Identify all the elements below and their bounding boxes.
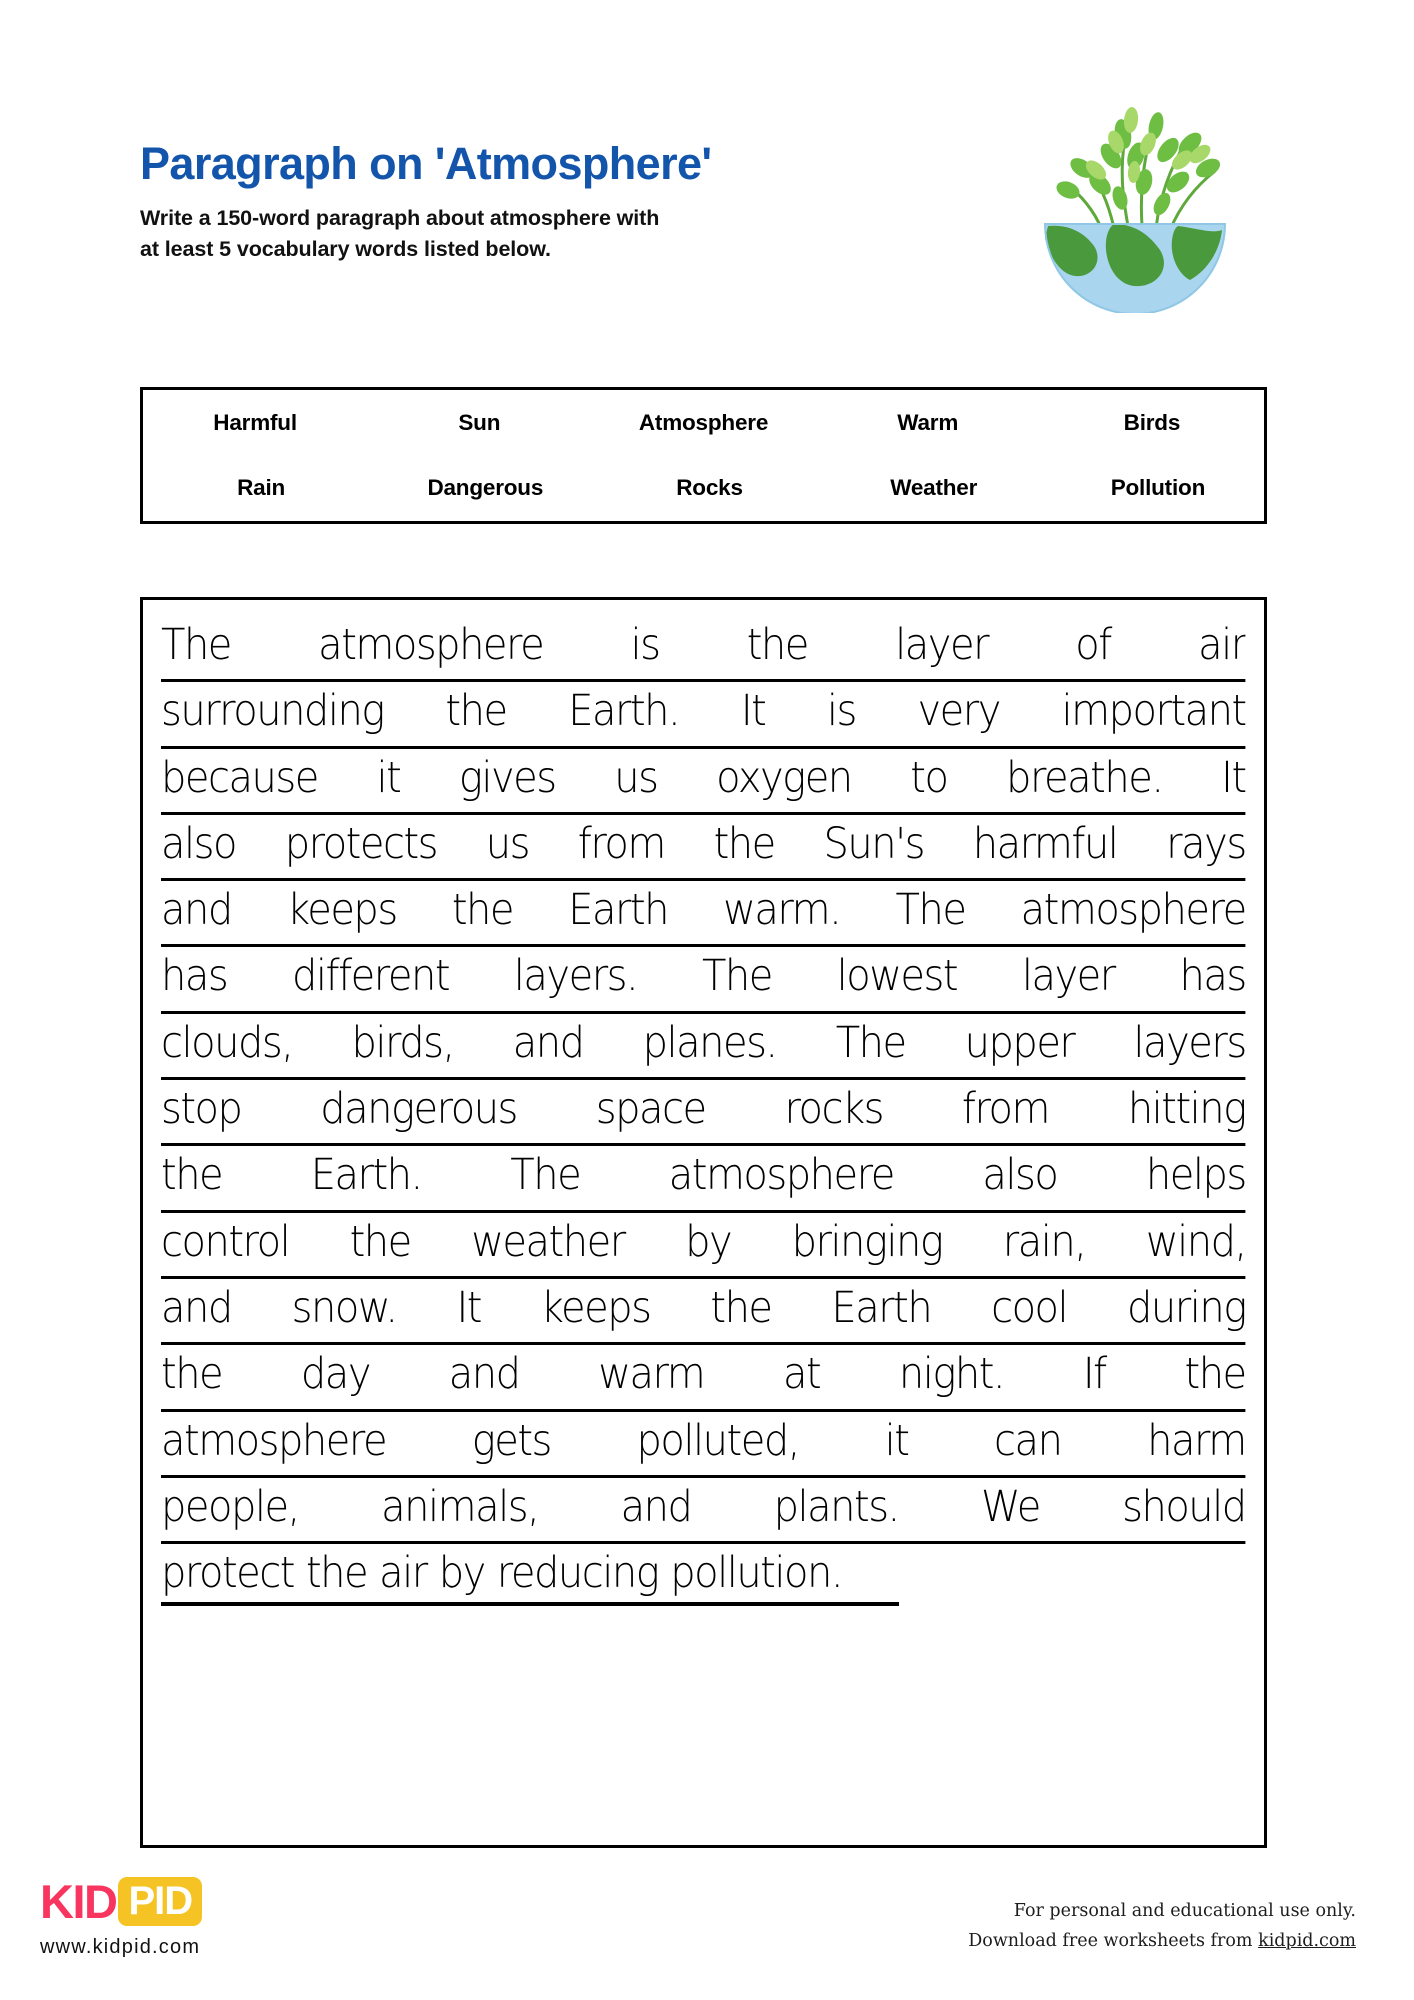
vocabulary-word: Weather	[890, 475, 978, 501]
answer-word: and	[620, 1481, 692, 1532]
answer-word: snow.	[291, 1282, 397, 1333]
globe-with-plants-icon	[1010, 98, 1260, 313]
answer-word: harmful	[972, 818, 1118, 869]
answer-word: dangerous	[320, 1084, 517, 1135]
vocabulary-row-2	[143, 456, 1264, 522]
answer-word: animals,	[381, 1481, 539, 1532]
answer-word: stop	[161, 1084, 242, 1135]
answer-word: breathe.	[1006, 752, 1163, 803]
answer-word: different	[291, 951, 450, 1002]
answer-word: It	[456, 1282, 481, 1333]
answer-word: important	[1061, 686, 1246, 737]
vocabulary-word-box	[140, 387, 1267, 524]
answer-word: has	[161, 951, 228, 1002]
answer-word: protect	[161, 1548, 294, 1599]
handwritten-answer-paragraph	[161, 616, 1246, 1606]
answer-word: atmosphere	[668, 1150, 894, 1201]
page-title: Paragraph on 'Atmosphere'	[140, 138, 712, 189]
answer-word: night.	[898, 1349, 1005, 1400]
answer-word: wind,	[1145, 1216, 1246, 1267]
answer-word: the	[710, 1282, 772, 1333]
answer-word: warm	[598, 1349, 705, 1400]
answer-word: can	[994, 1415, 1062, 1466]
vocabulary-word: Birds	[1123, 409, 1181, 435]
answer-word: atmosphere	[318, 620, 544, 670]
answer-word: during	[1127, 1282, 1246, 1333]
answer-word: is	[826, 686, 856, 737]
answer-line	[161, 881, 1246, 947]
vocabulary-word: Harmful	[213, 409, 297, 435]
answer-line	[161, 749, 1246, 815]
paragraph-writing-area[interactable]	[140, 597, 1267, 1848]
answer-word: to	[910, 752, 948, 803]
answer-word: Earth	[568, 885, 669, 936]
answer-word: weather	[471, 1216, 625, 1267]
answer-word: The	[701, 951, 772, 1002]
answer-word: Sun's	[823, 818, 925, 869]
answer-word: is	[630, 620, 660, 670]
answer-word: has	[1179, 951, 1246, 1002]
answer-word: planes.	[642, 1017, 777, 1068]
subtitle-line-1: Write a 150-word paragraph about atmosphere with	[140, 206, 660, 231]
answer-word: and	[448, 1349, 520, 1400]
answer-word: day	[300, 1349, 371, 1400]
answer-word: warm.	[723, 885, 841, 936]
answer-word: the	[161, 1349, 223, 1400]
answer-word: gives	[458, 752, 556, 803]
answer-line	[161, 1345, 1246, 1411]
answer-line	[161, 616, 1246, 682]
answer-word: It	[1221, 752, 1246, 803]
answer-word: by	[438, 1548, 485, 1599]
answer-word: also	[982, 1150, 1058, 1201]
footer-usage-note	[968, 1897, 1356, 1957]
answer-word: layer	[1021, 951, 1115, 1002]
answer-line	[161, 815, 1246, 881]
vocabulary-row-1	[143, 390, 1264, 456]
answer-word: reducing	[496, 1548, 659, 1599]
answer-word: layers.	[513, 951, 638, 1002]
answer-word: space	[595, 1084, 706, 1135]
answer-line	[161, 1412, 1246, 1478]
answer-line	[161, 1014, 1246, 1080]
answer-word: The	[161, 620, 231, 670]
answer-line	[161, 1146, 1246, 1212]
vocabulary-word: Rain	[237, 475, 286, 501]
answer-word: us	[485, 818, 529, 869]
answer-word: bringing	[791, 1216, 943, 1267]
answer-word: It	[740, 686, 766, 737]
answer-word: and	[512, 1017, 584, 1068]
answer-line	[161, 682, 1246, 748]
answer-word: by	[685, 1216, 732, 1267]
answer-word: helps	[1145, 1150, 1246, 1201]
answer-word: layers	[1133, 1017, 1246, 1068]
answer-word: the	[746, 620, 808, 670]
answer-word: from	[961, 1084, 1049, 1135]
logo-pid-badge	[118, 1877, 202, 1926]
answer-word: atmosphere	[1020, 885, 1246, 936]
worksheet-header	[140, 140, 1280, 360]
answer-line	[161, 1279, 1246, 1345]
answer-word: Earth	[831, 1282, 932, 1333]
answer-word: protects	[284, 818, 438, 869]
answer-word: because	[161, 752, 318, 803]
answer-word: from	[577, 818, 665, 869]
answer-word: atmosphere	[161, 1415, 387, 1466]
answer-word: rain,	[1002, 1216, 1086, 1267]
answer-word: very	[917, 686, 1000, 737]
answer-word: clouds,	[161, 1017, 293, 1068]
answer-word: control	[161, 1216, 290, 1267]
answer-word: it	[884, 1415, 909, 1466]
answer-line	[161, 1080, 1246, 1146]
answer-line	[161, 947, 1246, 1013]
answer-word: plants.	[773, 1481, 899, 1532]
page-subtitle	[140, 203, 880, 265]
answer-word: The	[510, 1150, 581, 1201]
footer-note-line-2	[968, 1927, 1356, 1957]
answer-line	[161, 1544, 1246, 1607]
answer-word: oxygen	[716, 752, 852, 803]
vocabulary-word: Sun	[458, 409, 501, 435]
answer-word: The	[895, 885, 966, 936]
answer-word: cool	[991, 1282, 1068, 1333]
kidpid-logo-mark	[40, 1875, 202, 1927]
logo-pid-text: PID	[128, 1878, 193, 1923]
kidpid-logo	[40, 1875, 202, 1959]
answer-word: harm	[1147, 1415, 1246, 1466]
answer-word: rocks	[784, 1084, 884, 1135]
answer-word: us	[614, 752, 658, 803]
answer-word: the	[161, 1150, 223, 1201]
answer-word: rays	[1166, 818, 1246, 869]
logo-kid-text: KID	[40, 1874, 117, 1928]
answer-word: keeps	[286, 885, 397, 936]
answer-line	[161, 1213, 1246, 1279]
answer-word: the	[349, 1216, 411, 1267]
answer-word: keeps	[540, 1282, 651, 1333]
answer-word: should	[1122, 1481, 1246, 1532]
footer-note-prefix: Download free worksheets from	[968, 1930, 1259, 1951]
answer-word: air	[379, 1548, 427, 1599]
answer-word: also	[161, 818, 236, 869]
answer-word: lowest	[836, 951, 958, 1002]
answer-word: If	[1082, 1349, 1106, 1400]
subtitle-line-2: at least 5 vocabulary words listed below.	[140, 237, 551, 262]
answer-word: the	[445, 686, 507, 737]
vocabulary-word: Rocks	[676, 475, 743, 501]
vocabulary-word: Pollution	[1110, 475, 1206, 501]
answer-word: of	[1075, 620, 1111, 670]
answer-word: the	[713, 818, 775, 869]
answer-word: pollution.	[670, 1548, 843, 1599]
footer-note-line-1: For personal and educational use only.	[1013, 1901, 1356, 1921]
answer-word: and	[161, 885, 232, 936]
answer-line	[161, 1478, 1246, 1544]
answer-word: We	[981, 1481, 1040, 1532]
answer-word: hitting	[1127, 1084, 1246, 1135]
vocabulary-word: Dangerous	[427, 475, 544, 501]
answer-word: The	[835, 1017, 906, 1068]
answer-word: Earth.	[310, 1150, 422, 1201]
answer-word: the	[1184, 1349, 1246, 1400]
answer-word: Earth.	[568, 686, 680, 737]
answer-word: and	[161, 1282, 232, 1333]
answer-word: the	[305, 1548, 368, 1599]
answer-word: air	[1198, 620, 1246, 670]
answer-word: layer	[895, 620, 989, 670]
answer-word: upper	[964, 1017, 1075, 1068]
logo-website-url: www.kidpid.com	[40, 1936, 201, 1958]
kidpid-link[interactable]: kidpid.com	[1258, 1930, 1356, 1951]
answer-word: the	[451, 885, 514, 936]
answer-word: birds,	[351, 1017, 454, 1068]
answer-word: people,	[161, 1481, 299, 1532]
answer-word: surrounding	[161, 686, 384, 737]
vocabulary-word: Atmosphere	[638, 409, 769, 435]
worksheet-footer	[0, 1875, 1414, 2000]
answer-word: polluted,	[636, 1415, 799, 1466]
answer-word: it	[376, 752, 401, 803]
answer-word: at	[782, 1349, 821, 1400]
vocabulary-word: Warm	[897, 409, 959, 435]
answer-word: gets	[471, 1415, 551, 1466]
